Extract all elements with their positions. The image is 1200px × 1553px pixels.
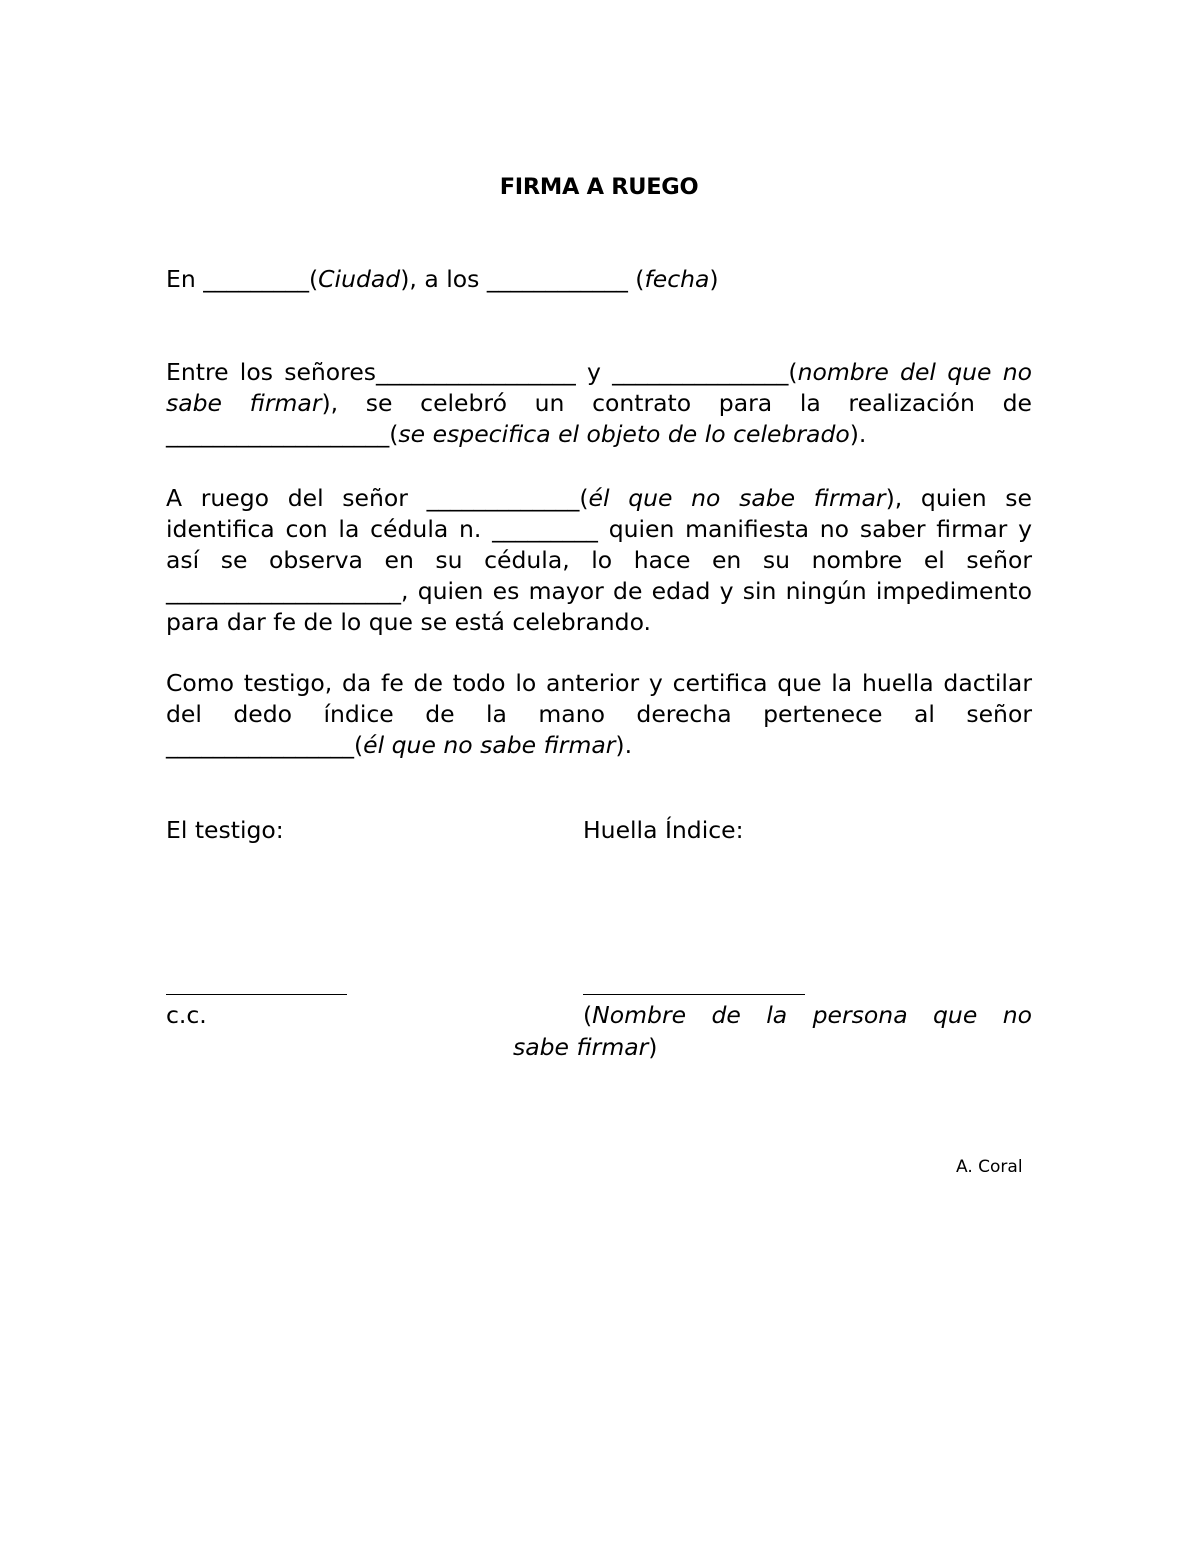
paragraph-parties — [166, 357, 1032, 450]
caption-word — [583, 1000, 686, 1031]
text-segment: ). — [849, 420, 867, 448]
cc-label: c.c. — [166, 1001, 207, 1029]
text-segment: A ruego del señor _____________( — [166, 484, 589, 512]
signer-name-caption-line2 — [513, 1032, 657, 1063]
italic-placeholder-object: se especifica el objeto de lo celebrado — [398, 420, 850, 448]
italic-placeholder-city: Ciudad — [318, 265, 401, 293]
paren-open: ( — [583, 1001, 593, 1029]
text-segment: ) — [709, 265, 719, 293]
text-segment: Como testigo, da fe de todo lo anterior y certifica que la huella dactilar del dedo índice de la mano derecha pertenece al señor ________________( — [166, 669, 1032, 759]
paragraph-witness — [166, 668, 1032, 761]
italic-placeholder-name: nombre del que no sabe firmar — [166, 358, 1032, 417]
witness-label: El testigo: — [166, 816, 284, 844]
caption-word: Nombre — [592, 1001, 687, 1029]
signer-name-caption — [583, 1000, 1032, 1031]
witness-signature-line — [166, 994, 347, 995]
text-segment: ), a los ____________ ( — [400, 265, 645, 293]
paragraph-request — [166, 483, 1032, 638]
author-initials: A. Coral — [956, 1157, 1023, 1177]
text-segment: ). — [615, 731, 633, 759]
text-segment: ), quien se identifica con la cédula n. _________ quien manifiesta no saber firmar y así se observa en su cédula, lo hace en su nombre el señor ____________________, quien es mayor de edad y sin ningún impedimento para dar fe de lo que se está celebrando. — [166, 484, 1032, 636]
caption-word: persona — [812, 1001, 908, 1029]
italic-placeholder-date: fecha — [644, 265, 710, 293]
caption-word: que — [933, 1001, 978, 1029]
fingerprint-label: Huella Índice: — [583, 816, 744, 844]
italic-placeholder-name: él que no sabe firmar — [588, 484, 886, 512]
text-segment: Entre los señores_________________ y _______________( — [166, 358, 798, 386]
document-title: FIRMA A RUEGO — [499, 174, 699, 200]
caption-word: no — [1002, 1001, 1032, 1029]
text-segment: En _________( — [166, 265, 319, 293]
signer-signature-line — [583, 994, 805, 995]
italic-placeholder-name: él que no sabe firmar — [363, 731, 616, 759]
text-segment: ), se celebró un contrato para la realización de ___________________( — [166, 389, 1032, 448]
caption-word: la — [766, 1001, 788, 1029]
paragraph-city-date — [166, 264, 1032, 295]
paren-close: ) — [648, 1033, 658, 1061]
caption-word: sabe firmar — [513, 1033, 649, 1061]
caption-word: de — [711, 1001, 741, 1029]
